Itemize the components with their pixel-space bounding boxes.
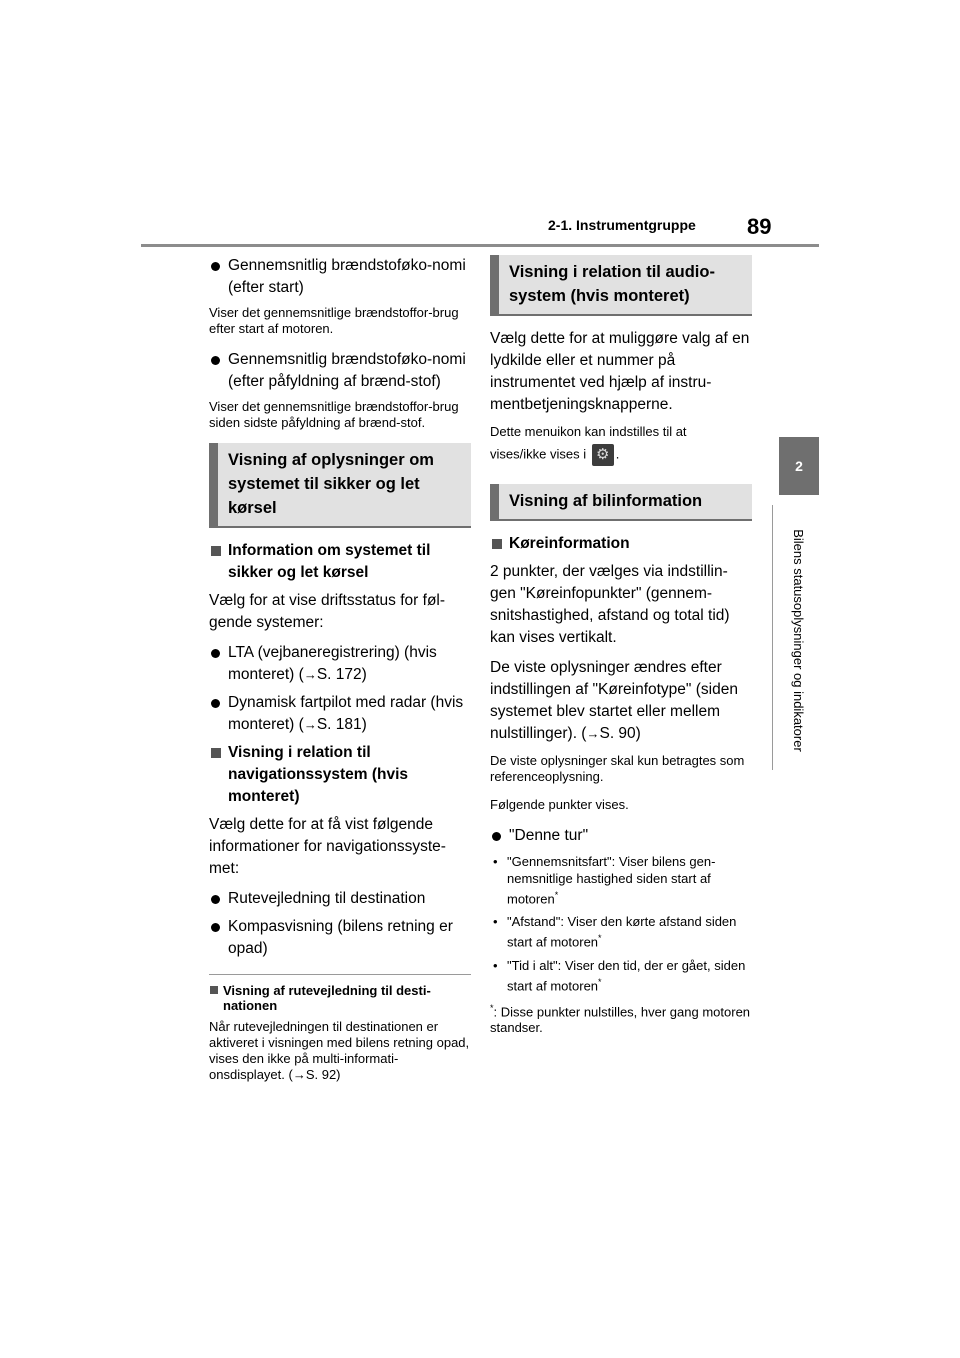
sub-safe-driving: Information om systemet til sikker og let kørsel bbox=[209, 540, 471, 584]
bullet-lta: LTA (vejbaneregistrering) (hvis monteret) (→S. 172) bbox=[209, 642, 471, 686]
section-audio: Visning i relation til audio-system (hvis monteret) bbox=[490, 255, 752, 316]
arrow-icon: → bbox=[303, 667, 317, 682]
desc-avg-fuel-start: Viser det gennemsnitlige brændstoffor-brug efter start af motoren. bbox=[209, 305, 459, 336]
arrow-icon: → bbox=[292, 1067, 306, 1082]
body-drive-info: 2 punkter, der vælges via indstillin-gen "Køreinfopunkter" (gennem-snitshastighed, afstand og total tid) kan vises vertikalt. bbox=[490, 563, 730, 646]
link-page-90[interactable]: S. 90) bbox=[599, 725, 641, 742]
reference-note: De viste oplysninger skal kun betragtes som referenceoplysning. bbox=[490, 753, 745, 784]
link-page-172[interactable]: S. 172) bbox=[316, 666, 367, 683]
right-column bbox=[490, 255, 752, 1048]
note-title-route: Visning af rutevejledning til desti-nationen bbox=[209, 983, 471, 1013]
link-page-181[interactable]: S. 181) bbox=[316, 716, 367, 733]
bullet-this-trip: "Denne tur" bbox=[490, 825, 752, 847]
arrow-icon: → bbox=[586, 726, 600, 741]
bullet-radar: Dynamisk fartpilot med radar (hvis monteret) (→S. 181) bbox=[209, 692, 471, 736]
arrow-icon: → bbox=[303, 717, 317, 732]
body-safe-driving: Vælg for at vise driftsstatus for føl-gende systemer: bbox=[209, 592, 446, 631]
desc-avg-fuel-refuel: Viser det gennemsnitlige brændstoffor-brug siden sidste påfyldning af brænd-stof. bbox=[209, 399, 459, 430]
chapter-tab: 2 bbox=[779, 437, 819, 495]
note-body-route: Når rutevejledningen til destinationen er aktiveret i visningen med bilens retning opad, vises den ikke på multi-informati-onsdisplayet. (→S. 92) bbox=[209, 1019, 470, 1082]
dot-total-time: • "Tid i alt": Viser den tid, der er gået, siden start af motoren* bbox=[490, 957, 752, 994]
side-rule bbox=[772, 505, 773, 770]
section-vehicle-info: Visning af bilinformation bbox=[490, 484, 752, 521]
header-section-title: 2-1. Instrumentgruppe bbox=[548, 217, 696, 233]
sub-navigation: Visning i relation til navigationssystem (hvis monteret) bbox=[209, 742, 471, 808]
sub-drive-info: Køreinformation bbox=[490, 533, 752, 555]
body-audio: Vælg dette for at muliggøre valg af en lydkilde eller et nummer på instrumentet ved hjælp af instru-mentbetjeningsknapperne. bbox=[490, 330, 750, 413]
bullet-avg-fuel-refuel: Gennemsnitlig brændstoføko-nomi (efter påfyldning af brænd-stof) bbox=[209, 349, 471, 393]
page-number: 89 bbox=[747, 214, 772, 239]
bullet-compass: Kompasvisning (bilens retning er opad) bbox=[209, 916, 471, 960]
menu-note-line-2: vises/ikke vises i ⚙ . bbox=[490, 444, 752, 466]
menu-note-line-1: Dette menuikon kan indstilles til at bbox=[490, 424, 687, 439]
gear-icon: ⚙ bbox=[592, 444, 614, 466]
dot-average-speed: • "Gennemsnitsfart": Viser bilens gen-nemsnitlige hastighed siden start af motoren* bbox=[490, 853, 752, 907]
body-navigation: Vælg dette for at få vist følgende informationer for navigationssyste-met: bbox=[209, 816, 446, 877]
footnote: *: Disse punkter nulstilles, hver gang motoren standser. bbox=[490, 1002, 751, 1036]
bullet-avg-fuel-start: Gennemsnitlig brændstoføko-nomi (efter start) bbox=[209, 255, 471, 299]
divider bbox=[209, 974, 471, 975]
following-items: Følgende punkter vises. bbox=[490, 797, 629, 812]
dot-distance: • "Afstand": Viser den kørte afstand siden start af motoren* bbox=[490, 913, 752, 950]
body-drive-info-2: De viste oplysninger ændres efter indstillingen af "Køreinfotype" (siden systemet blev startet eller mellem nulstillinger). (→S. 90) bbox=[490, 659, 738, 742]
link-page-92[interactable]: S. 92) bbox=[305, 1067, 341, 1082]
bullet-route-guidance: Rutevejledning til destination bbox=[209, 888, 471, 910]
chapter-side-label: Bilens statusoplysninger og indikatorer bbox=[790, 528, 806, 752]
left-column bbox=[209, 255, 471, 1095]
section-safe-driving: Visning af oplysninger om systemet til sikker og let kørsel bbox=[209, 443, 471, 528]
header-rule bbox=[141, 244, 819, 247]
